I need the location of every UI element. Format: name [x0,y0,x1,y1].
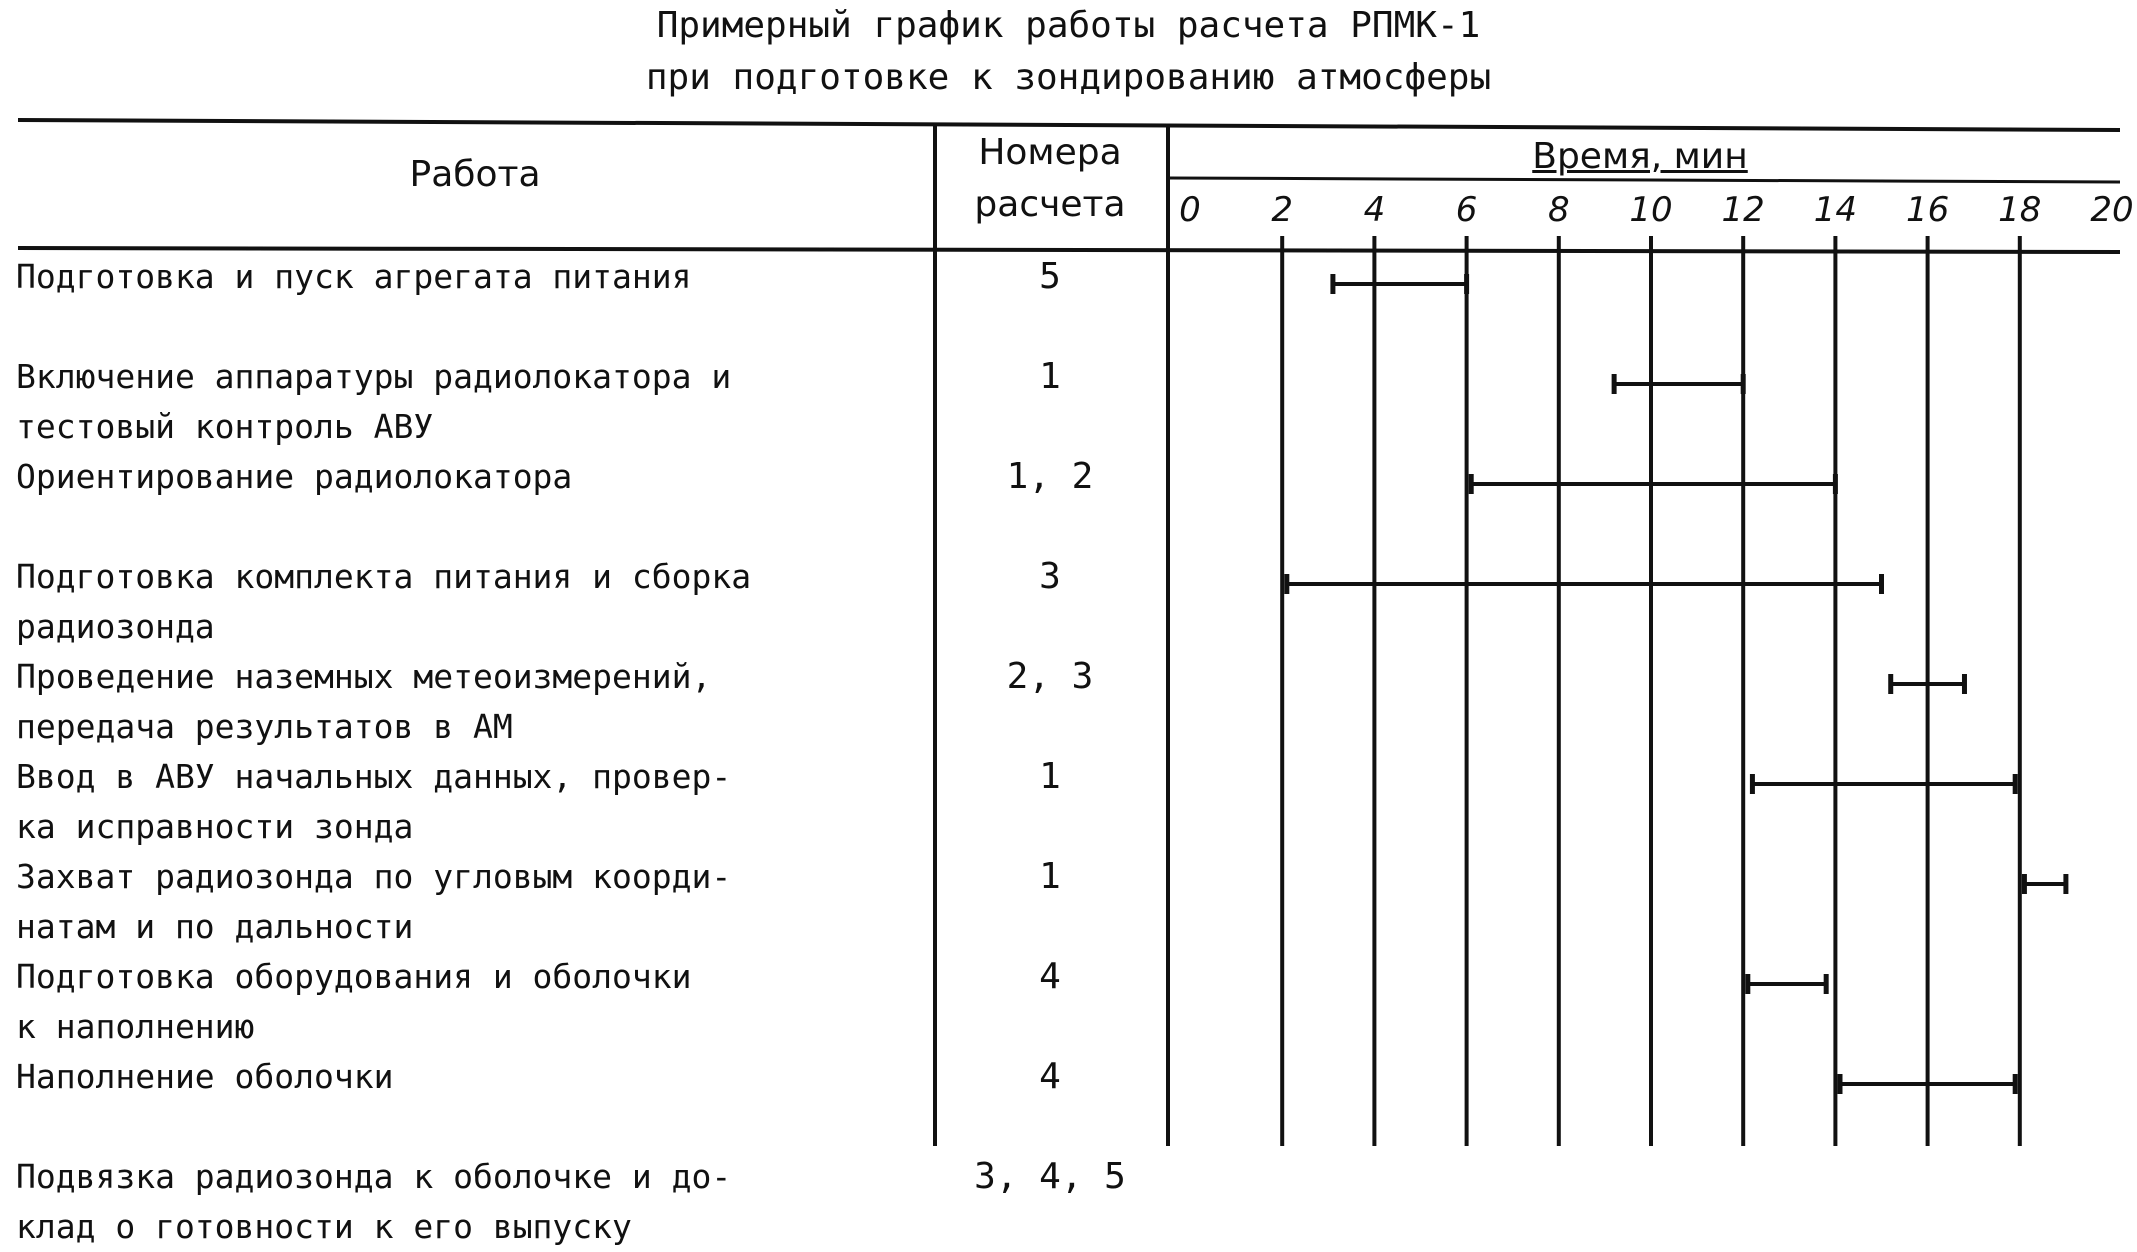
task-name-line1: Подготовка комплекта питания и сборка [16,557,752,596]
task-crew: 1, 2 [1006,456,1094,497]
task-name-line1: Захват радиозонда по угловым коорди- [16,857,732,896]
task-row [0,452,2137,552]
task-name [16,1152,916,1252]
task-name [16,652,916,752]
task-name-line1: Ввод в АВУ начальных данных, провер- [16,757,732,796]
task-row [0,1052,2137,1152]
task-name [16,1052,916,1102]
task-name [16,752,916,852]
task-crew: 1 [1039,756,1061,797]
x-tick-label: 4 [1363,190,1386,230]
column-header-time: Время, мин [1532,136,1748,177]
task-row [0,952,2137,1052]
task-crew: 3 [1039,556,1061,597]
column-header-work: Работа [409,154,541,195]
top-rule [18,120,2120,130]
task-name-line1: Подготовка и пуск агрегата питания [16,257,692,296]
task-row [0,752,2137,852]
chart-title-line2: при подготовке к зондированию атмосферы [645,57,1492,98]
task-crew: 4 [1039,956,1061,997]
task-name [16,452,916,502]
task-name-line1: Подвязка радиозонда к оболочке и до- [16,1157,732,1196]
task-row [0,552,2137,652]
task-name [16,852,916,952]
chart-title-line1: Примерный график работы расчета РПМК-1 [656,5,1481,46]
column-header-crew-line1: Номера [978,132,1122,173]
task-name [16,352,916,452]
task-name-line2: радиозонда [16,607,215,646]
task-crew: 4 [1039,1056,1061,1097]
task-crew: 2, 3 [1006,656,1094,697]
task-row [0,852,2137,952]
task-name-line1: Подготовка оборудования и оболочки [16,957,692,996]
task-name-line2: к наполнению [16,1007,255,1046]
task-name-line2: натам и по дальности [16,907,414,946]
task-row [0,1152,2137,1252]
task-name-line1: Наполнение оболочки [16,1057,394,1096]
task-crew: 1 [1039,856,1061,897]
task-name-line2: тестовый контроль АВУ [16,407,434,446]
task-name-line2: ка исправности зонда [16,807,414,846]
x-tick-label: 8 [1547,190,1570,230]
task-crew: 5 [1039,256,1061,297]
task-name-line1: Проведение наземных метеоизмерений, [16,657,712,696]
task-name-line2: передача результатов в АМ [16,707,513,746]
task-row [0,352,2137,452]
task-name [16,552,916,652]
x-tick-label: 10 [1629,190,1673,230]
x-tick-label: 12 [1721,190,1765,230]
task-name [16,252,916,302]
task-crew: 1 [1039,356,1061,397]
task-name-line1: Включение аппаратуры радиолокатора и [16,357,732,396]
time-underline [1170,178,2120,182]
x-tick-label: 0 [1179,190,1201,230]
x-tick-label: 16 [1905,190,1950,230]
task-name [16,952,916,1052]
x-tick-label: 20 [2090,190,2134,230]
x-tick-label: 6 [1455,190,1478,230]
task-row [0,652,2137,752]
column-header-crew-line2: расчета [974,184,1126,225]
x-tick-label: 14 [1813,190,1858,230]
x-tick-label: 2 [1271,190,1293,230]
task-row [0,252,2137,352]
x-tick-label: 18 [1998,190,2042,230]
task-crew: 3, 4, 5 [974,1156,1126,1197]
task-name-line1: Ориентирование радиолокатора [16,457,573,496]
task-name-line2: клад о готовности к его выпуску [16,1207,632,1246]
